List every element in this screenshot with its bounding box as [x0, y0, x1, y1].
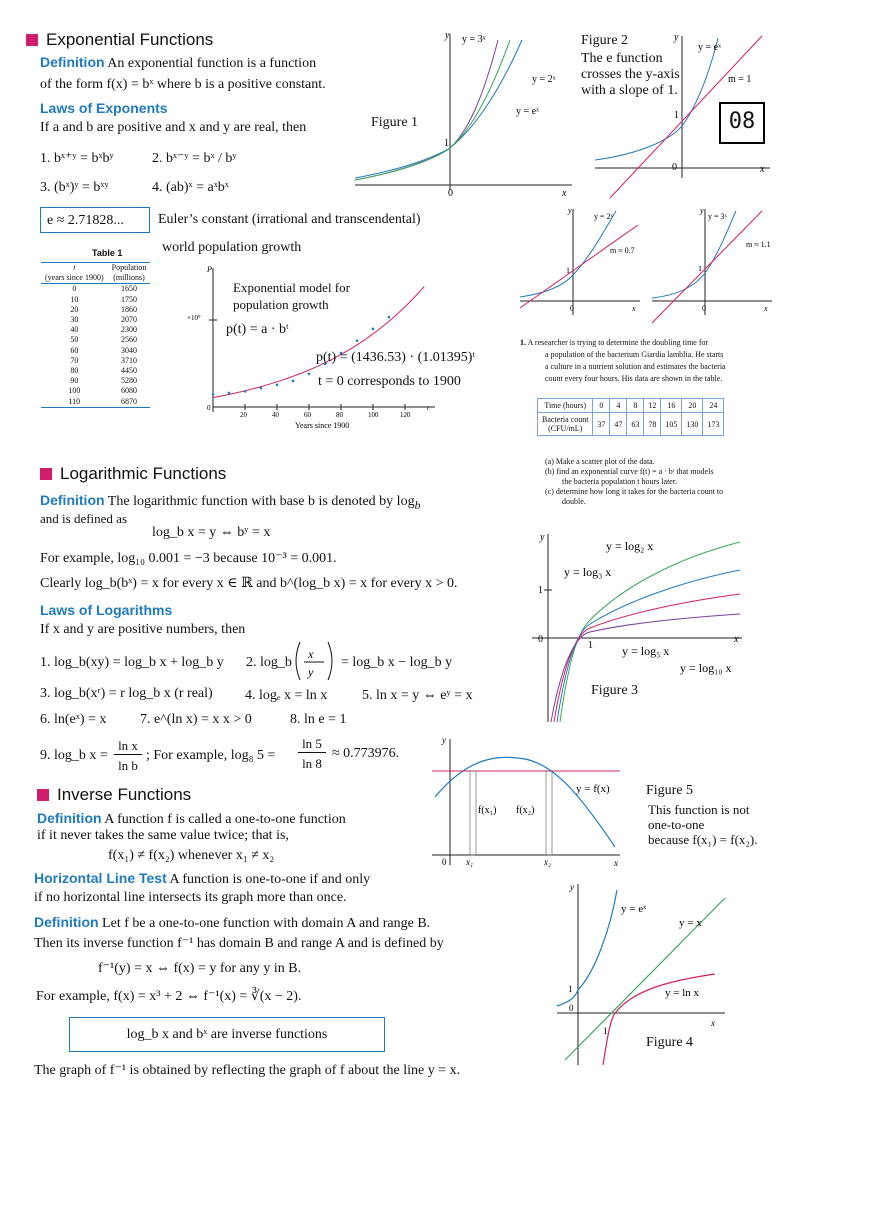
table-row	[41, 356, 150, 366]
table-cell: 110	[68, 396, 81, 406]
count-cell: 130	[682, 413, 703, 436]
law-log-5: 5. ln x = y ⇔ eʸ = x	[362, 688, 473, 703]
label-f: y = f(x)	[576, 783, 610, 795]
axis-scale: ×10⁹	[187, 314, 201, 322]
section-marker	[26, 34, 38, 46]
table-cell: 20	[70, 304, 79, 314]
tick-1: 1	[674, 110, 679, 121]
axis-t: t	[427, 404, 429, 412]
curve-3x	[652, 211, 736, 298]
label-ex: y = eˣ	[621, 903, 647, 915]
time-cell: 20	[682, 399, 703, 413]
inv-definition2	[34, 914, 430, 932]
tick-label: 60	[304, 411, 311, 419]
laws-log-heading: Laws of Logarithms	[40, 602, 173, 618]
count-cell: 173	[703, 413, 724, 436]
tick-x1: x₁	[466, 857, 474, 867]
slope-label: m = 1	[728, 74, 752, 85]
law-log-9-num: ln x	[114, 738, 142, 755]
tick-1: 1	[698, 264, 702, 273]
table-cell: 2070	[120, 315, 137, 325]
definition-label: Definition	[40, 492, 105, 508]
label-fx1: f(x₁)	[478, 805, 497, 816]
table-cell: 1650	[120, 284, 137, 294]
table-cell: 4450	[120, 366, 137, 376]
row-header-count: Bacteria count (CFU/mL)	[538, 413, 593, 436]
data-point	[372, 328, 375, 331]
hlt-line2: if no horizontal line intersects its graph more than once.	[34, 890, 347, 905]
table-cell: 1750	[120, 294, 137, 304]
data-point	[228, 392, 231, 395]
figure1-graph	[350, 30, 580, 200]
law-exp-1: 1. bˣ⁺ʸ = bˣbʸ	[40, 151, 114, 166]
label-2x: y = 2ˣ	[594, 212, 613, 221]
time-cell: 12	[644, 399, 661, 413]
log-definition: Definition The logarithmic function with base b is denoted by $\log_b$	[40, 492, 421, 512]
time-cell: 24	[703, 399, 724, 413]
section-title: Exponential Functions	[46, 30, 214, 49]
table-cell: 2300	[120, 325, 137, 335]
table-row	[41, 376, 150, 386]
exp-definition	[40, 54, 316, 72]
col-header-t: t (years since 1900)	[45, 263, 104, 283]
data-point	[260, 387, 263, 390]
tick-label: 40	[272, 411, 279, 419]
tick-1: 1	[444, 138, 449, 149]
y-label: y	[568, 206, 572, 215]
figure5-line1: This function is not	[648, 802, 750, 817]
part-c: (c) determine how long it takes for the bacteria count to	[545, 487, 724, 496]
mini-graph-3x	[650, 205, 780, 320]
time-cell: 16	[661, 399, 682, 413]
general-model: p(t) = a · bᵗ	[226, 322, 289, 337]
origin-0: 0	[702, 304, 706, 313]
origin-0: 0	[442, 857, 447, 867]
log-clearly: Clearly log_b(bˣ) = x for every x ∈ ℝ and b^(log_b x) = x for every x > 0.	[40, 576, 458, 591]
x-label: x	[562, 188, 567, 199]
col-header-population: Population (millions)	[111, 263, 147, 283]
table-cell: 0	[72, 284, 77, 294]
tick-label: 20	[240, 411, 247, 419]
inv-closing: The graph of f⁻¹ is obtained by reflecting the graph of f about the line y = x.	[34, 1063, 461, 1078]
tick-label: 100	[368, 411, 379, 419]
label-log3: y = log₃ x	[564, 565, 612, 579]
slope-label: m ≈ 1.1	[746, 240, 771, 249]
count-cell: 105	[661, 413, 682, 436]
label-yx: y = x	[679, 917, 702, 929]
fitted-model: p(t) = (1436.53) · (1.01395)ᵗ	[316, 350, 476, 365]
figure1-label: Figure 1	[371, 115, 419, 130]
law-log-8: 8. ln e = 1	[290, 712, 347, 727]
table-row	[41, 325, 150, 335]
inv-definition-line2: if it never takes the same value twice; that is,	[37, 828, 289, 843]
origin-0: 0	[538, 634, 543, 645]
section-title: Logarithmic Functions	[60, 464, 227, 483]
label-3x: y = 3ˣ	[708, 212, 727, 221]
curve-2x	[355, 40, 522, 178]
figure3-graph	[530, 530, 770, 730]
label-log2: y = log₂ x	[606, 539, 654, 553]
slope-label: m ≈ 0.7	[610, 246, 635, 255]
section-exponential	[26, 30, 213, 50]
law-log-2a: 2. log_b	[246, 655, 292, 670]
exp-definition-line2: of the form f(x) = bˣ where b is a positive constant.	[40, 77, 326, 92]
y-label: y	[570, 882, 574, 892]
table-row	[41, 386, 150, 396]
laws-exponents-intro: If a and b are positive and x and y are real, then	[40, 120, 307, 135]
inv-definition-eq: f(x₁) ≠ f(x₂) whenever x₁ ≠ x₂	[108, 848, 275, 863]
label-ln: y = ln x	[665, 987, 700, 999]
table-row	[41, 346, 150, 356]
laws-exponents-heading: Laws of Exponents	[40, 100, 168, 116]
inverse-box-text: log_b x and bˣ are inverse functions	[126, 1027, 328, 1042]
table1-title: Table 1	[92, 248, 123, 258]
data-point	[356, 339, 359, 342]
page-number-badge: 08	[719, 102, 765, 144]
table-row	[41, 366, 150, 376]
section-logarithmic	[40, 464, 226, 484]
table-cell: 50	[70, 335, 79, 345]
x-label: x	[734, 634, 739, 645]
model-caption-1: Exponential model for	[233, 280, 350, 295]
law-log-9-den: ln b	[118, 758, 138, 773]
table-row	[41, 305, 150, 315]
data-point	[212, 393, 215, 396]
x-label: x	[760, 164, 765, 175]
law-log-9a: 9. log_b x =	[40, 748, 108, 763]
bacteria-table	[537, 398, 724, 436]
tick-x2: x₂	[544, 857, 552, 867]
table-cell: 3040	[120, 345, 137, 355]
table-row	[41, 295, 150, 305]
definition-text: The logarithmic function with base b is denoted by log	[107, 494, 415, 509]
curve-ex	[595, 38, 718, 160]
x-label: x	[632, 304, 636, 313]
part-a: (a) Make a scatter plot of the data.	[545, 457, 655, 466]
figure2-line2: crosses the y-axis	[581, 67, 680, 82]
x-label: x	[764, 304, 768, 313]
row-header-time: Time (hours)	[538, 399, 593, 413]
definition-text: A function f is called a one-to-one function	[104, 812, 346, 827]
law-log-4: 4. logₑ x = ln x	[245, 688, 328, 703]
table-cell: 5280	[120, 376, 137, 386]
figure4-graph	[555, 880, 735, 1070]
definition-label: Definition	[40, 54, 105, 70]
section-inverse	[37, 785, 191, 805]
law-exp-4: 4. (ab)ˣ = aˣbˣ	[152, 180, 229, 195]
table-cell: 6080	[120, 386, 137, 396]
law-log-2b: = log_b x − log_b y	[341, 655, 453, 670]
law-log-7: 7. e^(ln x) = x x > 0	[140, 712, 252, 727]
figure5-line2: one-to-one	[648, 817, 705, 832]
tick-1-x: 1	[588, 640, 593, 651]
problem-parts: (a) Make a scatter plot of the data. (b) find an exponential curve f(t) = a · bᵗ that models the bacteria population t hours later. (c) determine how long it takes for the bacteria count to double.	[545, 457, 775, 507]
figure2-title: Figure 2	[581, 33, 629, 48]
section-marker	[37, 789, 49, 801]
x-label: x	[614, 858, 618, 868]
definition-text: An exponential function is a function	[107, 56, 317, 71]
hlt-text: A function is one-to-one if and only	[169, 872, 371, 887]
table-cell: 70	[70, 355, 79, 365]
origin-note: t = 0 corresponds to 1900	[318, 374, 461, 389]
law-log-9-den2: ln 8	[302, 756, 322, 771]
law-log-9-num2: ln 5	[298, 736, 326, 753]
figure4-title: Figure 4	[646, 1035, 694, 1050]
euler-description: Euler’s constant (irrational and transcendental)	[158, 212, 421, 227]
mini-graph-2x	[518, 205, 648, 320]
figure3-title: Figure 3	[591, 683, 639, 698]
curve-ex	[355, 40, 510, 180]
model-caption-2: population growth	[233, 297, 329, 312]
figure5-line3: because f(x₁) = f(x₂).	[648, 832, 758, 847]
table-row	[41, 284, 150, 295]
tick-1: 1	[566, 266, 570, 275]
table-cell: 60	[70, 345, 79, 355]
label-log10: y = log₁₀ x	[680, 661, 732, 675]
origin-0: 0	[570, 304, 574, 313]
table-row	[41, 335, 150, 345]
inv-example: For example, f(x) = x³ + 2 ⇔ f⁻¹(x) = ∛(x − 2).	[36, 989, 302, 1004]
law-log-3: 3. log_b(xʳ) = r log_b x (r real)	[40, 686, 213, 701]
tick-label: 120	[400, 411, 411, 419]
tick-label: 80	[336, 411, 343, 419]
table-row	[41, 315, 150, 325]
label-fx2: f(x₂)	[516, 805, 535, 816]
definition-label: Definition	[37, 810, 102, 826]
table-cell: 30	[70, 315, 79, 325]
y-label: y	[674, 32, 679, 43]
y-label: y	[540, 532, 545, 543]
time-cell: 0	[593, 399, 610, 413]
data-point	[308, 373, 311, 376]
figure5-title: Figure 5	[646, 783, 694, 798]
table-cell: 1860	[120, 304, 137, 314]
origin-0: 0	[448, 188, 453, 199]
data-point	[244, 390, 247, 393]
curve-2x	[520, 211, 616, 297]
table-cell: 6870	[120, 396, 137, 406]
log-definition-eq: log_b x = y ⇔ bʸ = x	[152, 525, 271, 540]
count-cell: 37	[593, 413, 610, 436]
y-label: y	[442, 735, 446, 745]
data-point	[276, 384, 279, 387]
figure5-graph	[430, 735, 630, 870]
time-cell: 8	[627, 399, 644, 413]
curve-log5	[554, 594, 740, 722]
x-label: x	[711, 1018, 715, 1028]
law-log-1: 1. log_b(xy) = log_b x + log_b y	[40, 655, 224, 670]
section-title: Inverse Functions	[57, 785, 192, 804]
count-cell: 78	[644, 413, 661, 436]
law-log-6: 6. ln(eˣ) = x	[40, 712, 107, 727]
law-log-9-result: ≈ 0.773976.	[332, 746, 400, 761]
svg-text:x: x	[308, 647, 314, 661]
table-row	[41, 397, 150, 407]
population-table	[41, 262, 150, 408]
section-marker	[40, 468, 52, 480]
world-population-caption: world population growth	[162, 240, 302, 255]
tick-1-y: 1	[538, 585, 543, 596]
count-cell: 63	[627, 413, 644, 436]
tangent-line	[520, 225, 638, 308]
origin-0: 0	[672, 162, 677, 173]
label-2x: y = 2ˣ	[532, 74, 556, 85]
table-cell: 90	[70, 376, 79, 386]
data-point	[388, 316, 391, 319]
figure2-line3: with a slope of 1.	[581, 83, 678, 98]
law-exp-2: 2. bˣ⁻ʸ = bˣ / bʸ	[152, 151, 237, 166]
data-point	[292, 380, 295, 383]
hlt-label: Horizontal Line Test	[34, 870, 167, 886]
label-log5: y = log₅ x	[622, 644, 670, 658]
time-cell: 4	[610, 399, 627, 413]
label-ex: y = eˣ	[516, 106, 539, 117]
inv-definition2-line2: Then its inverse function f⁻¹ has domain B and range A and is defined by	[34, 936, 444, 951]
y-label: y	[445, 30, 450, 41]
euler-constant: e ≈ 2.71828...	[47, 213, 124, 228]
table-cell: 40	[70, 325, 79, 335]
law-log-9-example: ; For example, log₈ 5 =	[146, 748, 276, 763]
figure2-line1: The e function	[581, 51, 663, 66]
problem-1: 1. A researcher is trying to determine the doubling time for a population of the bacterium Giardia lamblia. He starts a culture in a nutrient solution and estimates the bacteria count every four hours. His data are shown in the table.	[520, 338, 726, 383]
laws-log-intro: If x and y are positive numbers, then	[40, 622, 246, 637]
inverse-box	[69, 1017, 385, 1052]
definition-label: Definition	[34, 914, 99, 930]
svg-text:y: y	[308, 665, 314, 679]
inv-definition	[37, 810, 346, 828]
table-cell: 100	[68, 386, 81, 396]
definition-text: Let f be a one-to-one function with domain A and range B.	[102, 916, 431, 931]
inv-definition2-eq: f⁻¹(y) = x ⇔ f(x) = y for any y in B.	[98, 961, 302, 976]
law-exp-3: 3. (bˣ)ʸ = bˣʸ	[40, 180, 109, 195]
tick-1-x: 1	[603, 1026, 608, 1036]
tangent-line	[652, 211, 762, 323]
log-example: For example, log₁₀ 0.001 = −3 because 10⁻³ = 0.001.	[40, 551, 337, 566]
table-cell: 10	[70, 294, 79, 304]
label-3x: y = 3ˣ	[462, 34, 486, 45]
table-cell: 3710	[120, 355, 137, 365]
x-axis-label: Years since 1900	[295, 421, 350, 430]
euler-constant-box	[40, 207, 150, 233]
label-ex: y = eˣ	[698, 42, 721, 53]
law-log-2-fraction	[294, 640, 339, 682]
table-cell: 80	[70, 366, 79, 376]
origin-0: 0	[207, 404, 211, 412]
origin-0: 0	[569, 1003, 574, 1013]
axis-p: P	[207, 265, 212, 274]
log-definition-line2: and is defined as	[40, 511, 128, 526]
table-cell: 2560	[120, 335, 137, 345]
curve-ex	[557, 890, 617, 1006]
tick-1-y: 1	[568, 984, 573, 994]
part-b: (b) find an exponential curve f(t) = a · bᵗ that models	[545, 467, 714, 476]
horizontal-line-test	[34, 870, 370, 888]
count-cell: 47	[610, 413, 627, 436]
y-label: y	[700, 206, 704, 215]
